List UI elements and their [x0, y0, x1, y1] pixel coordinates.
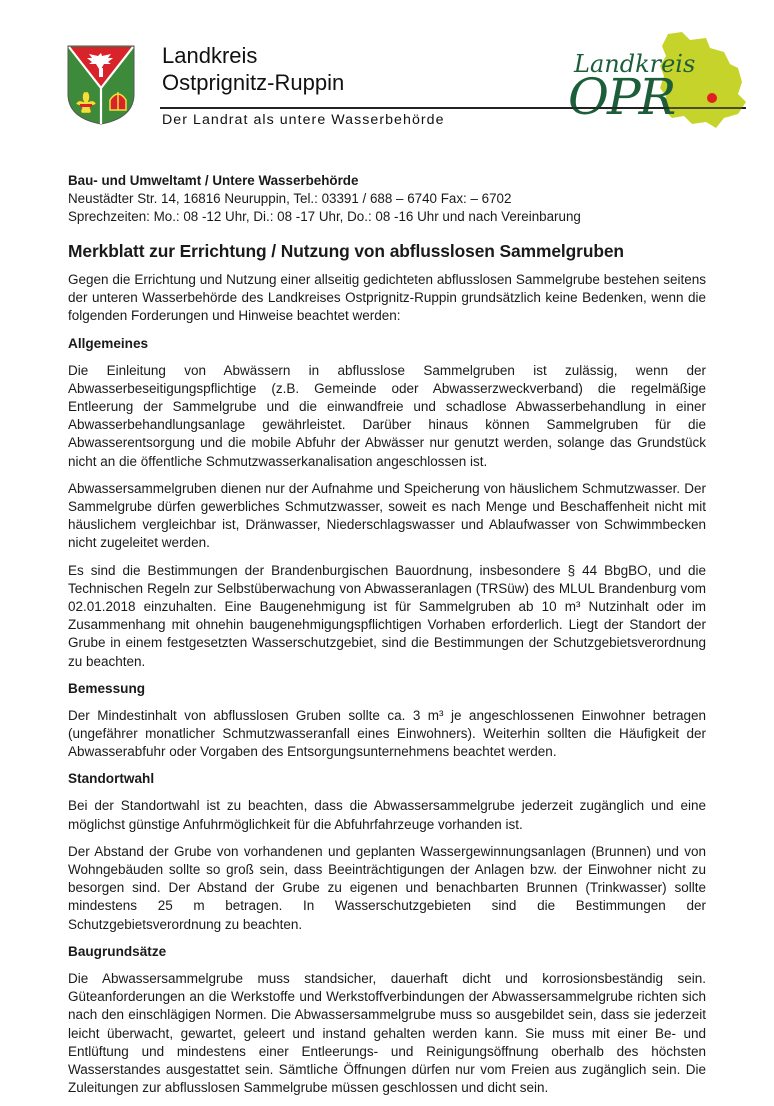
logo-text-opr: OPR	[568, 68, 675, 126]
organization-name	[162, 42, 344, 96]
header-subtitle: Der Landrat als untere Wasserbehörde	[162, 112, 445, 128]
intro-paragraph: Gegen die Errichtung und Nutzung einer allseitig gedichteten abflusslosen Sammelgrube bestehen seitens der unteren Wasserbehörde des Landkreises Ostprignitz-Ruppin grundsätzlich keine Bedenken, wenn die folgenden Forderungen und Hinweise beachtet werden:	[68, 272, 706, 324]
org-name-line1: Landkreis	[162, 43, 258, 68]
document-title: Merkblatt zur Errichtung / Nutzung von abflusslosen Sammelgruben	[68, 241, 624, 261]
section-heading-standortwahl: Standortwahl	[68, 771, 155, 787]
section-heading-baugrundsaetze: Baugrundsätze	[68, 943, 167, 959]
letterhead	[0, 0, 774, 150]
office-address: Neustädter Str. 14, 16816 Neuruppin, Tel.: 03391 / 688 – 6740 Fax: – 6702	[68, 191, 512, 206]
section-heading-bemessung: Bemessung	[68, 680, 146, 696]
office-hours: Sprechzeiten: Mo.: 08 -12 Uhr, Di.: 08 -17 Uhr, Do.: 08 -16 Uhr und nach Vereinbarung	[68, 209, 581, 224]
coat-of-arms-icon	[66, 44, 136, 126]
opr-logo-icon	[560, 30, 760, 130]
paragraph: Der Mindestinhalt von abflusslosen Gruben sollte ca. 3 m³ je angeschlossenen Einwohner betragen (ungefährer monatlicher Schmutzwasseranfall eines Einwohners). Weiterhin sollten die Häufigkeit der Abwasserabfuhr oder Vorgaben des Entsorgungsunternehmens beachtet werden.	[68, 707, 706, 760]
document-body	[68, 172, 706, 1106]
paragraph: Es sind die Bestimmungen der Brandenburgischen Bauordnung, insbesondere § 44 BbgBO, und die Technischen Regeln zur Selbstüberwachung von Abwasseranlagen (TRSüw) des MLUL Brandenburg vom 02.01.2018 einzuhalten. Eine Baugenehmigung ist für Sammelgruben ab 10 m³ Nutzinhalt oder im Zusammenhang mit ohnehin baugenehmigungspflichtigen Vorhaben erforderlich. Liegt der Standort der Grube in einem festgesetzten Wasserschutzgebiet, sind die Bestimmungen der Schutzgebietsverordnung zu beachten.	[68, 562, 706, 669]
paragraph: Abwassersammelgruben dienen nur der Aufnahme und Speicherung von häuslichem Schmutzwasser. Der Sammelgrube dürfen gewerbliches Schmutzwasser, soweit es nach Menge und Beschaffenheit nicht mit häuslichem vergleichbar ist, Dränwasser, Niederschlagswasser und Ablaufwasser von Schwimmbecken nicht zugeleitet werden.	[68, 480, 706, 551]
office-contact-block	[68, 172, 706, 226]
org-name-line2: Ostprignitz-Ruppin	[162, 70, 345, 95]
paragraph: Bei der Standortwahl ist zu beachten, dass die Abwassersammelgrube jederzeit zugänglich und eine möglichst günstige Anfuhrmöglichkeit für die Abfuhrfahrzeuge vorhanden ist.	[68, 798, 706, 832]
logo-text-landkreis: Landkreis	[574, 50, 696, 78]
paragraph: Die Abwassersammelgrube muss standsicher, dauerhaft dicht und korrosionsbeständig sein. Güteanforderungen an die Werkstoffe und Werkstoffverbindungen der Abwassersammelgrube richten sich nach den einschlägigen Normen. Die Abwassersammelgrube muss so ausgebildet sein, dass sie jederzeit leicht überwacht, gewartet, geleert und instand gehalten werden kann. Sie muss mit einer Be- und Entlüftung und mindestens einer Entleerungs- und Reinigungsöffnung oberhalb des höchsten Wasserstandes ausgestattet sein. Sämtliche Öffnungen dürfen nur vom Freien aus zugänglich sein. Die Zuleitungen zur abflusslosen Sammelgrube müssen geschlossen und dicht sein.	[68, 970, 706, 1096]
section-heading-allgemeines: Allgemeines	[68, 335, 149, 351]
paragraph: Die Einleitung von Abwässern in abflusslose Sammelgruben ist zulässig, wenn der Abwasserbeseitigungspflichtige (z.B. Gemeinde oder Abwasserzweckverband) die regelmäßige Entleerung der Sammelgrube und die einwandfreie und schadlose Abwasserbehandlung in einer Abwasserbehandlungsanlage gewährleistet. Darüber hinaus können Sammelgruben für die Abwasserentsorgung und die mobile Abfuhr der Abwässer nur genutzt werden, solange das Grundstück nicht an die öffentliche Schmutzwasserkanalisation angeschlossen ist.	[68, 362, 706, 469]
department-name: Bau- und Umweltamt / Untere Wasserbehörde	[68, 173, 359, 188]
paragraph: Der Abstand der Grube von vorhandenen und geplanten Wassergewinnungsanlagen (Brunnen) und von Wohngebäuden sollte so groß sein, dass Beeinträchtigungen der Anlagen bzw. der Einwohner nicht zu besorgen sind. Der Abstand der Grube zu eigenen und benachbarten Brunnen (Trinkwasser) sollte mindestens 25 m betragen. In Wasserschutzgebieten sind die Bestimmungen der Schutzgebietsverordnung zu beachten.	[68, 843, 706, 932]
